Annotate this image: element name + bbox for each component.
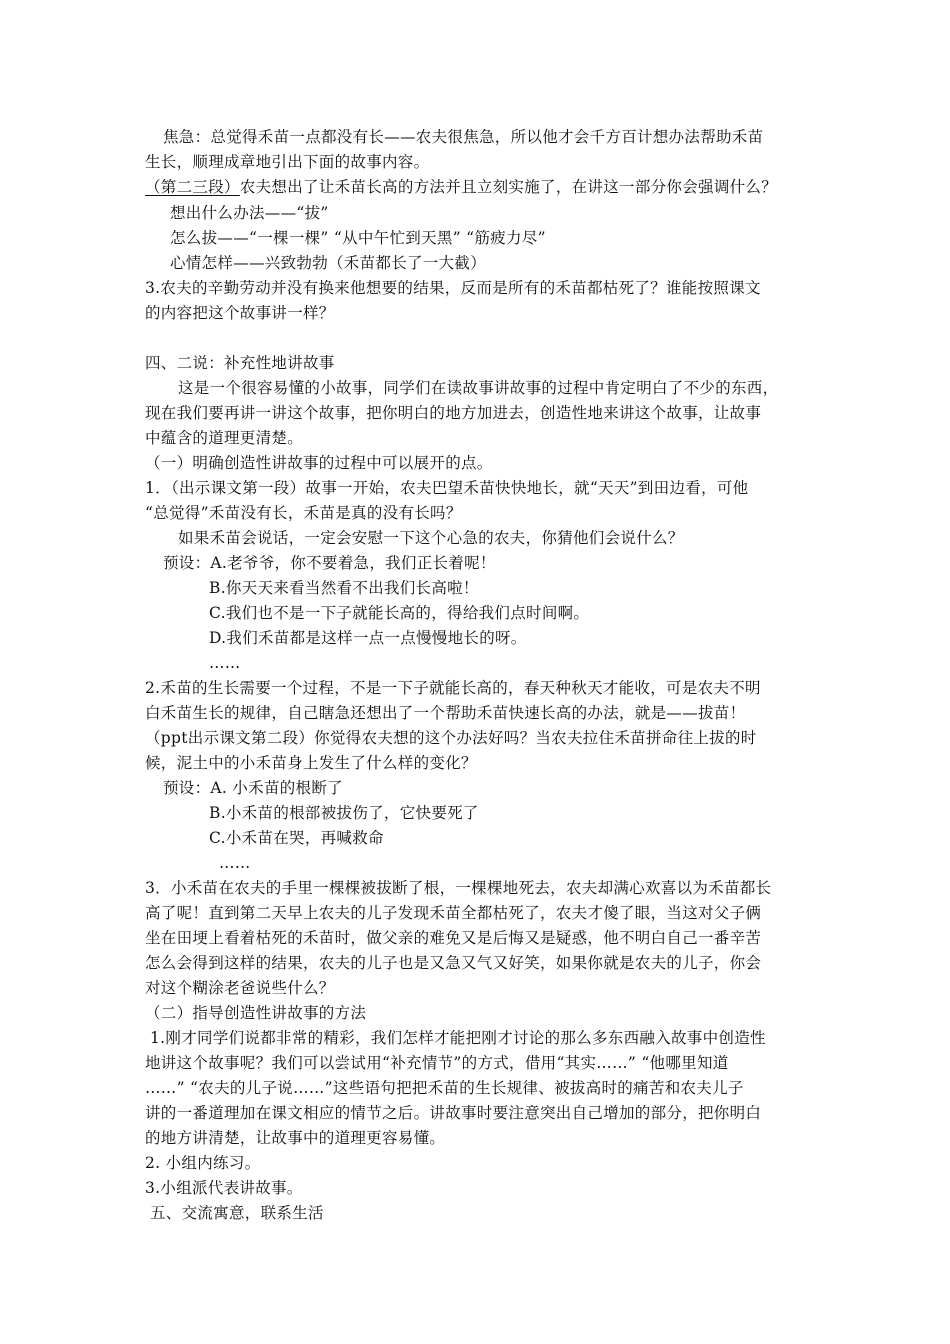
text-line: “总觉得”禾苗没有长，禾苗是真的没有长吗？ [145,504,462,522]
section-heading: 四、二说：补充性地讲故事 [145,354,335,372]
text-line: 心情怎样——兴致勃勃（禾苗都长了一大截） [170,254,487,272]
section-heading: 五、交流寓意，联系生活 [150,1204,324,1222]
text-line: 1.刚才同学们说都非常的精彩，我们怎样才能把刚才讨论的那么多东西融入故事中创造性 [150,1029,766,1047]
text-line: 怎么会得到这样的结果，农夫的儿子也是又急又气又好笑，如果你就是农夫的儿子，你会 [145,954,762,972]
text-line: 2.禾苗的生长需要一个过程，不是一下子就能长高的，春天种秋天才能收，可是农夫不明 [145,679,761,697]
text-line: B.你天天来看当然看不出我们长高啦！ [209,579,479,597]
text-line: ……” “农夫的儿子说……”这些语句把把禾苗的生长规律、被拔高时的痛苦和农夫儿子 [145,1079,744,1097]
text-line: 高了呢！直到第二天早上农夫的儿子发现禾苗全都枯死了，农夫才傻了眼，当这对父子俩 [145,904,762,922]
text-line: 怎么拔——“一棵一棵” “从中午忙到天黑” “筋疲力尽” [170,229,546,247]
text-line [145,175,777,199]
text-line: 3．小禾苗在农夫的手里一棵棵被拔断了根，一棵棵地死去，农夫却满心欢喜以为禾苗都长 [145,879,772,897]
text-line: 的内容把这个故事讲一样？ [145,304,335,322]
text-line: 3.农夫的辛勤劳动并没有换来他想要的结果，反而是所有的禾苗都枯死了？谁能按照课文 [145,279,761,297]
text-line: 2. 小组内练习。 [145,1154,261,1172]
text-line: 候，泥土中的小禾苗身上发生了什么样的变化？ [145,754,477,772]
text-line: 预设：A.老爷爷，你不要着急，我们正长着呢！ [163,554,496,572]
text-line: 现在我们要再讲一讲这个故事，把你明白的地方加进去，创造性地来讲这个故事，让故事 [145,404,762,422]
text-line: 想出什么办法——“拔” [170,204,329,222]
text-line: B.小禾苗的根部被拔伤了，它快要死了 [209,804,479,822]
subsection-heading: （二）指导创造性讲故事的方法 [145,1004,367,1022]
subsection-heading: （一）明确创造性讲故事的过程中可以展开的点。 [145,454,493,472]
text-line: 白禾苗生长的规律，自己瞎急还想出了一个帮助禾苗快速长高的办法，就是——拔苗！ [145,704,746,722]
text-line: 对这个糊涂老爸说些什么？ [145,979,335,997]
text-line: 3.小组派代表讲故事。 [145,1179,303,1197]
text-line: 这是一个很容易懂的小故事，同学们在读故事讲故事的过程中肯定明白了不少的东西， [178,379,779,397]
text-line: …… [219,854,251,872]
text-span: 农夫想出了让禾苗长高的方法并且立刻实施了，在讲这一部分你会强调什么？ [239,178,778,196]
text-line: （ppt出示课文第二段）你觉得农夫想的这个办法好吗？当农夫拉住禾苗拼命往上拔的时 [145,729,757,747]
text-line: 预设：A. 小禾苗的根断了 [163,779,343,797]
text-line: 坐在田埂上看着枯死的禾苗时，做父亲的难免又是后悔又是疑惑，他不明白自己一番辛苦 [145,929,762,947]
text-line: 的地方讲清楚，让故事中的道理更容易懂。 [145,1129,446,1147]
text-line: C.小禾苗在哭，再喊救命 [209,829,384,847]
text-line: C.我们也不是一下子就能长高的，得给我们点时间啊。 [209,604,590,622]
text-line: 讲的一番道理加在课文相应的情节之后。讲故事时要注意突出自己增加的部分，把你明白 [145,1104,762,1122]
text-line: 1．（出示课文第一段）故事一开始，农夫巴望禾苗快快地长，就“天天”到田边看，可他 [145,479,749,497]
text-line: 焦急：总觉得禾苗一点都没有长——农夫很焦急，所以他才会千方百计想办法帮助禾苗 [163,128,764,146]
text-line: 如果禾苗会说话，一定会安慰一下这个心急的农夫，你猜他们会说什么？ [178,529,684,547]
text-line: 中蕴含的道理更清楚。 [145,429,304,447]
text-line: …… [209,654,241,672]
section-ref: （第二三段） [145,178,240,196]
text-line: 生长，顺理成章地引出下面的故事内容。 [145,153,430,171]
text-line: D.我们禾苗都是这样一点一点慢慢地长的呀。 [209,629,527,647]
text-line: 地讲这个故事呢？我们可以尝试用“补充情节”的方式，借用“其实……” “他哪里知道 [145,1054,729,1072]
